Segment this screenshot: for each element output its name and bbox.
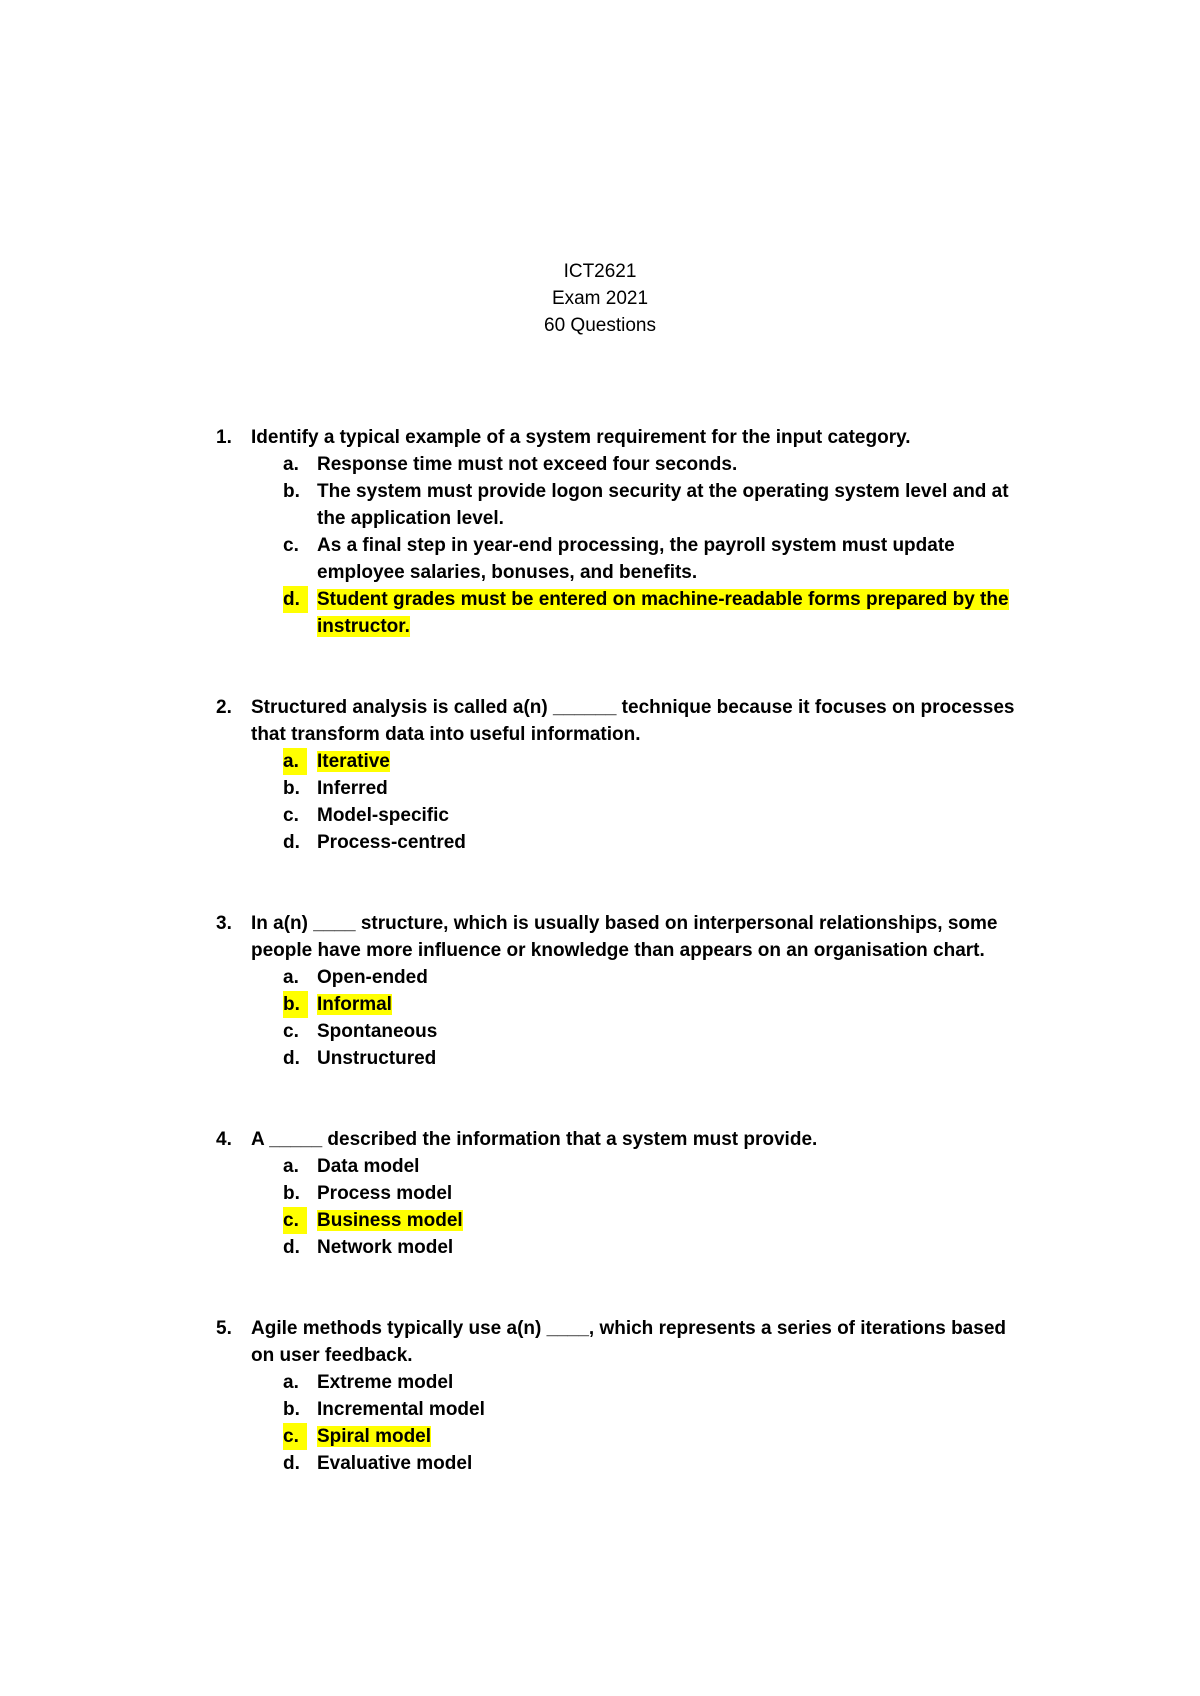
- option-text: Evaluative model: [317, 1453, 473, 1474]
- option-d: [0, 1234, 1017, 1261]
- option-letter: c.: [283, 1423, 307, 1450]
- option-letter: d.: [283, 832, 300, 853]
- question-5: [0, 1315, 1200, 1477]
- option-letter: a.: [283, 454, 299, 475]
- question-4: [0, 1126, 1200, 1261]
- option-b-highlighted: [0, 991, 1017, 1018]
- option-letter: b.: [283, 1183, 300, 1204]
- option-text: Spiral model: [317, 1426, 432, 1447]
- option-b: [0, 478, 1017, 532]
- option-letter: a.: [283, 1156, 299, 1177]
- question-number: 5.: [216, 1318, 232, 1339]
- question-text: A _____ described the information that a system must provide.: [251, 1129, 818, 1150]
- option-letter: b.: [283, 778, 300, 799]
- option-letter: c.: [283, 535, 299, 556]
- option-c: [0, 802, 1017, 829]
- option-letter: a.: [283, 967, 299, 988]
- option-d: [0, 1450, 1017, 1477]
- option-text: Data model: [317, 1156, 420, 1177]
- option-letter: d.: [283, 1048, 300, 1069]
- option-d: [0, 1045, 1017, 1072]
- question-2: [0, 694, 1200, 856]
- question-number: 4.: [216, 1129, 232, 1150]
- option-c-highlighted: [0, 1423, 1017, 1450]
- option-c: [0, 532, 1017, 586]
- option-text: Model-specific: [317, 805, 449, 826]
- question-text: Identify a typical example of a system requirement for the input category.: [251, 427, 911, 448]
- option-letter: b.: [283, 1399, 300, 1420]
- option-text: Iterative: [317, 751, 390, 772]
- course-code: ICT2621: [563, 261, 637, 282]
- question-stem: [0, 910, 1021, 964]
- option-letter: b.: [283, 991, 308, 1018]
- option-list: [0, 451, 1200, 640]
- option-text: Incremental model: [317, 1399, 485, 1420]
- option-a: [0, 451, 1017, 478]
- question-stem: [0, 1126, 1021, 1153]
- option-text: Unstructured: [317, 1048, 437, 1069]
- option-a: [0, 964, 1017, 991]
- option-b: [0, 1180, 1017, 1207]
- question-number: 3.: [216, 913, 232, 934]
- option-letter: c.: [283, 1021, 299, 1042]
- option-text: Process model: [317, 1183, 453, 1204]
- option-text: Process-centred: [317, 832, 466, 853]
- option-text: Extreme model: [317, 1372, 454, 1393]
- option-letter: c.: [283, 805, 299, 826]
- exam-header: [0, 258, 1200, 339]
- option-text: Business model: [317, 1210, 463, 1231]
- option-letter: a.: [283, 1372, 299, 1393]
- option-d-highlighted: [0, 586, 1017, 640]
- question-text: In a(n) ____ structure, which is usually based on interpersonal relationships, some people have more influence or knowledge than appears on an organisation chart.: [251, 913, 998, 961]
- option-b: [0, 1396, 1017, 1423]
- option-b: [0, 775, 1017, 802]
- question-1: [0, 424, 1200, 640]
- option-a: [0, 1153, 1017, 1180]
- question-text: Agile methods typically use a(n) ____, which represents a series of iterations based on user feedback.: [251, 1318, 1006, 1366]
- question-number: 1.: [216, 427, 232, 448]
- question-stem: [0, 694, 1021, 748]
- option-c-highlighted: [0, 1207, 1017, 1234]
- option-letter: d.: [283, 1237, 300, 1258]
- option-d: [0, 829, 1017, 856]
- option-list: [0, 964, 1200, 1072]
- option-text: Open-ended: [317, 967, 428, 988]
- option-text: The system must provide logon security at the operating system level and at the application level.: [317, 481, 1009, 529]
- option-letter: b.: [283, 481, 300, 502]
- question-3: [0, 910, 1200, 1072]
- option-letter: d.: [283, 1453, 300, 1474]
- option-text: As a final step in year-end processing, the payroll system must update employee salaries, bonuses, and benefits.: [317, 535, 955, 583]
- option-letter: a.: [283, 748, 307, 775]
- option-text: Student grades must be entered on machine-readable forms prepared by the instructor.: [317, 589, 1009, 637]
- question-number: 2.: [216, 697, 232, 718]
- option-list: [0, 1369, 1200, 1477]
- option-text: Inferred: [317, 778, 388, 799]
- option-text: Network model: [317, 1237, 454, 1258]
- exam-title: Exam 2021: [551, 288, 649, 309]
- option-list: [0, 1153, 1200, 1261]
- option-text: Response time must not exceed four seconds.: [317, 454, 738, 475]
- option-list: [0, 748, 1200, 856]
- option-c: [0, 1018, 1017, 1045]
- option-a: [0, 1369, 1017, 1396]
- question-text: Structured analysis is called a(n) ______ technique because it focuses on processes that transform data into useful information.: [251, 697, 1015, 745]
- question-count: 60 Questions: [544, 315, 656, 336]
- question-stem: [0, 1315, 1021, 1369]
- question-list: [0, 424, 1200, 1531]
- option-text: Informal: [317, 994, 392, 1015]
- option-text: Spontaneous: [317, 1021, 438, 1042]
- option-a-highlighted: [0, 748, 1017, 775]
- question-stem: [0, 424, 1021, 451]
- option-letter: d.: [283, 586, 308, 613]
- option-letter: c.: [283, 1207, 307, 1234]
